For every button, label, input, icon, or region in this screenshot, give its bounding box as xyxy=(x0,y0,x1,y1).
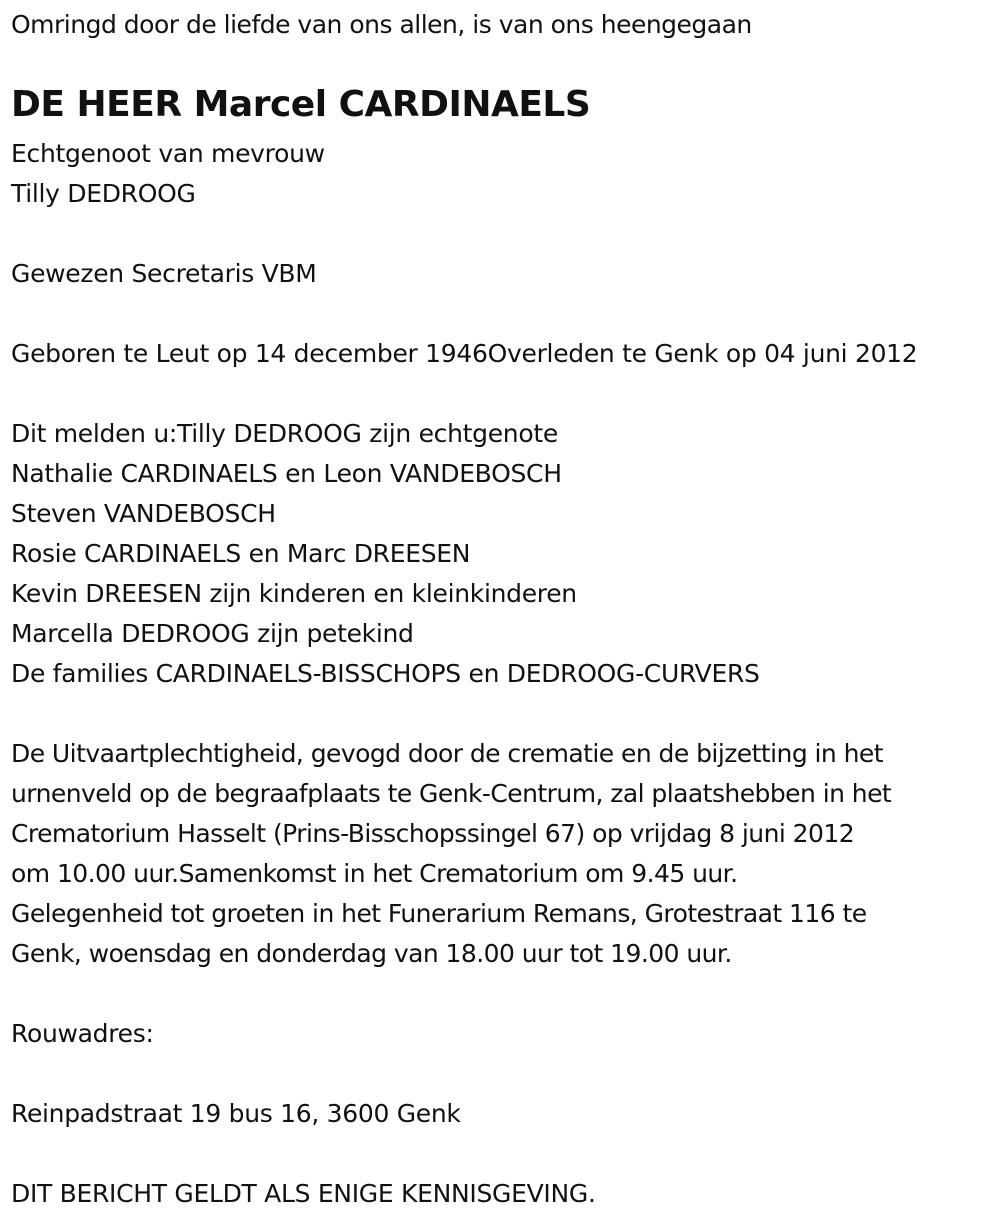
spouse-line-1: Echtgenoot van mevrouw xyxy=(11,139,325,168)
mourning-address-block xyxy=(11,1094,461,1134)
family-line: Nathalie CARDINAELS en Leon VANDEBOSCH xyxy=(11,459,562,488)
spouse-block xyxy=(11,134,325,214)
former-role: Gewezen Secretaris VBM xyxy=(11,259,317,288)
funeral-line: urnenveld op de begraafplaats te Genk-Centrum, zal plaatshebben in het xyxy=(11,779,892,808)
family-line: Steven VANDEBOSCH xyxy=(11,499,276,528)
mourning-address-label-block xyxy=(11,1014,154,1054)
family-line: Rosie CARDINAELS en Marc DREESEN xyxy=(11,539,471,568)
funeral-line: De Uitvaartplechtigheid, gevogd door de crematie en de bijzetting in het xyxy=(11,739,883,768)
funeral-line: Gelegenheid tot groeten in het Funerarium Remans, Grotestraat 116 te xyxy=(11,899,867,928)
family-line: De families CARDINAELS-BISSCHOPS en DEDROOG-CURVERS xyxy=(11,659,760,688)
role-block xyxy=(11,254,317,294)
intro-text: Omringd door de liefde van ons allen, is van ons heengegaan xyxy=(11,10,752,39)
dates-block xyxy=(11,334,917,374)
notice-block xyxy=(11,1174,596,1214)
spouse-line-2: Tilly DEDROOG xyxy=(11,179,196,208)
mourning-address-label: Rouwadres: xyxy=(11,1019,154,1048)
family-line: Kevin DREESEN zijn kinderen en kleinkinderen xyxy=(11,579,577,608)
mourning-address: Reinpadstraat 19 bus 16, 3600 Genk xyxy=(11,1099,461,1128)
family-line: Marcella DEDROOG zijn petekind xyxy=(11,619,414,648)
funeral-line: Genk, woensdag en donderdag van 18.00 uur tot 19.00 uur. xyxy=(11,939,732,968)
family-line: Dit melden u:Tilly DEDROOG zijn echtgenote xyxy=(11,419,558,448)
funeral-details-block xyxy=(11,734,891,974)
funeral-line: Crematorium Hasselt (Prins-Bisschopssingel 67) op vrijdag 8 juni 2012 xyxy=(11,819,855,848)
family-block xyxy=(11,414,760,694)
deceased-name: DE HEER Marcel CARDINAELS xyxy=(11,84,591,125)
official-notice: DIT BERICHT GELDT ALS ENIGE KENNISGEVING. xyxy=(11,1179,596,1208)
funeral-line: om 10.00 uur.Samenkomst in het Crematorium om 9.45 uur. xyxy=(11,859,738,888)
birth-death-dates: Geboren te Leut op 14 december 1946Overleden te Genk op 04 juni 2012 xyxy=(11,339,918,368)
